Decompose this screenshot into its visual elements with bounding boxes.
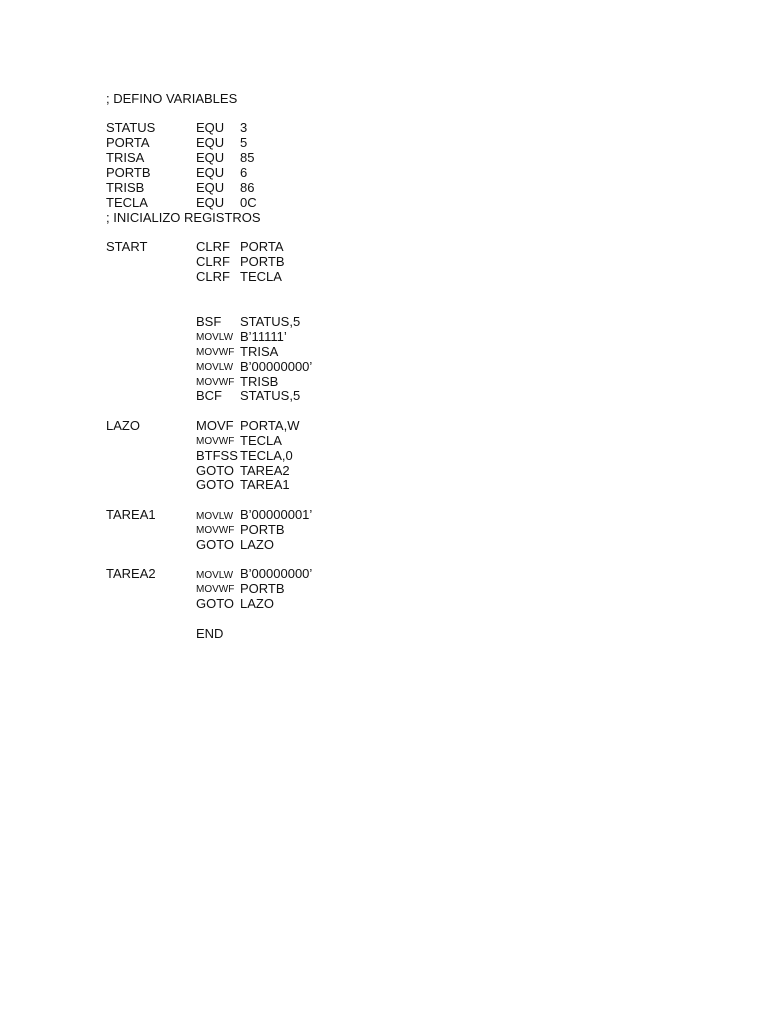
- instruction-arg: PORTA,W: [240, 418, 300, 433]
- label-tarea1: TAREA1: [106, 507, 156, 522]
- instruction-op: GOTO: [196, 477, 235, 492]
- instruction-op: BSF: [196, 314, 222, 329]
- equate-label: TECLA: [106, 195, 148, 210]
- equate-op: EQU: [196, 165, 225, 180]
- instruction-op: MOVF: [196, 418, 234, 433]
- instruction-op: MOVWF: [196, 377, 235, 388]
- equate-label: STATUS: [106, 120, 156, 135]
- instruction-arg: TRISA: [240, 344, 279, 359]
- instruction-arg: TECLA: [240, 269, 282, 284]
- instruction-arg: B’11111’: [240, 329, 287, 344]
- equate-value: 3: [240, 120, 248, 135]
- instruction-op: CLRF: [196, 254, 230, 269]
- instruction-arg: TECLA,0: [240, 448, 293, 463]
- instruction-op: GOTO: [196, 463, 235, 478]
- equate-label: PORTB: [106, 165, 151, 180]
- instruction-arg: B’00000000’: [240, 566, 313, 581]
- instruction-arg: PORTA: [240, 239, 284, 254]
- equate-value: 5: [240, 135, 248, 150]
- instruction-op: MOVLW: [196, 570, 234, 581]
- label-lazo: LAZO: [106, 418, 140, 433]
- label-start: START: [106, 239, 148, 254]
- instruction-arg: STATUS,5: [240, 314, 301, 329]
- instruction-arg: PORTB: [240, 522, 285, 537]
- instruction-op: MOVLW: [196, 362, 234, 373]
- comment-define-variables: ; DEFINO VARIABLES: [106, 91, 238, 106]
- label-tarea2: TAREA2: [106, 566, 156, 581]
- equate-op: EQU: [196, 120, 225, 135]
- instruction-op: MOVWF: [196, 436, 235, 447]
- equate-label: TRISA: [106, 150, 145, 165]
- equate-label: TRISB: [106, 180, 145, 195]
- instruction-op: MOVLW: [196, 332, 234, 343]
- instruction-arg: STATUS,5: [240, 388, 301, 403]
- instruction-arg: TAREA1: [240, 477, 290, 492]
- instruction-op: BCF: [196, 388, 222, 403]
- instruction-arg: B’00000000’: [240, 359, 313, 374]
- instruction-op: GOTO: [196, 537, 235, 552]
- instruction-arg: PORTB: [240, 254, 285, 269]
- end-directive: END: [196, 626, 224, 641]
- equate-op: EQU: [196, 180, 225, 195]
- instruction-op: GOTO: [196, 596, 235, 611]
- instruction-arg: B’00000001’: [240, 507, 313, 522]
- instruction-op: MOVWF: [196, 525, 235, 536]
- equate-op: EQU: [196, 195, 225, 210]
- equate-value: 0C: [240, 195, 257, 210]
- equate-label: PORTA: [106, 135, 150, 150]
- instruction-arg: LAZO: [240, 596, 274, 611]
- equate-op: EQU: [196, 150, 225, 165]
- instruction-arg: TECLA: [240, 433, 282, 448]
- equate-value: 86: [240, 180, 255, 195]
- comment-init-registers: ; INICIALIZO REGISTROS: [106, 210, 261, 225]
- instruction-op: BTFSS: [196, 448, 238, 463]
- instruction-op: MOVWF: [196, 347, 235, 358]
- instruction-arg: TRISB: [240, 374, 279, 389]
- instruction-op: CLRF: [196, 269, 230, 284]
- instruction-op: MOVWF: [196, 584, 235, 595]
- instruction-arg: PORTB: [240, 581, 285, 596]
- equate-value: 85: [240, 150, 255, 165]
- instruction-arg: TAREA2: [240, 463, 290, 478]
- instruction-op: MOVLW: [196, 511, 234, 522]
- equate-value: 6: [240, 165, 248, 180]
- instruction-arg: LAZO: [240, 537, 274, 552]
- equate-op: EQU: [196, 135, 225, 150]
- instruction-op: CLRF: [196, 239, 230, 254]
